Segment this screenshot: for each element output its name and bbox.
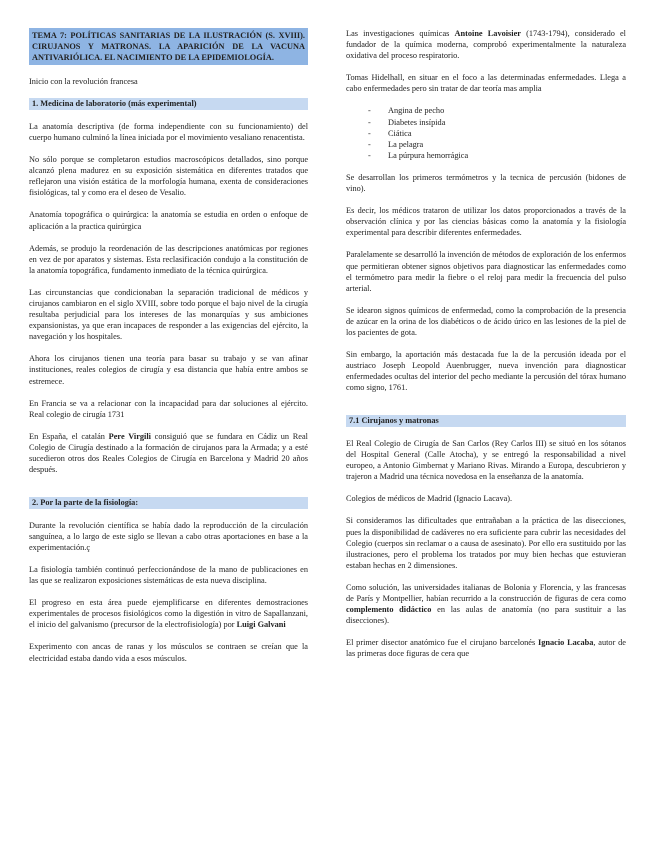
intro-line: Inicio con la revolución francesa bbox=[29, 77, 138, 87]
paragraph: En España, el catalán Pere Virgili consiguió que se fundara en Cádiz un Real Colegio de Cirugía destinado a la formación de cirujanos para la Armada; y a esté sucedieron otros dos Reales Colegios de Cirugía en Barcelona y Madrid 20 años después. bbox=[29, 431, 308, 475]
paragraph: Sin embargo, la aportación más destacada fue la de la percusión ideada por el austriaco Joseph Leopold Auenbrugger, nueva invención para diagnosticar enfermedades ocultas del interior del pecho mediante la percusión del tórax humano como signo, 1761. bbox=[346, 350, 626, 393]
list-item: - Diabetes insípida bbox=[368, 117, 626, 128]
paragraph: Ahora los cirujanos tienen una teoría para basar su trabajo y se van afinar instituciones, reales colegios de cirugía y esa distancia que había entre ambos se estremece. bbox=[29, 354, 308, 386]
list-item: - Ciática bbox=[368, 128, 626, 139]
list-item: - Angina de pecho bbox=[368, 105, 626, 116]
right-column bbox=[346, 28, 626, 670]
document-title: TEMA 7: POLÍTICAS SANITARIAS DE LA ILUSTRACIÓN (S. XVIII). CIRUJANOS Y MATRONAS. LA APARICIÓN DE LA VACUNA ANTIVARIÓLICA. EL NACIMIENTO DE LA EPIDEMIOLOGÍA. bbox=[29, 28, 308, 65]
paragraph: Como solución, las universidades italianas de Bolonia y Florencia, y las francesas de París y Montpellier, habían recurrido a la construcción de figuras de cera como complemento didáctico en las aulas de anatomía (no para sustituir a las disecciones). bbox=[346, 582, 626, 626]
section-heading-laboratorio: 1. Medicina de laboratorio (más experimental) bbox=[29, 98, 308, 110]
paragraph: Las circunstancias que condicionaban la separación tradicional de médicos y cirujanos cambiaron en el siglo XVIII, sobre todo porque el bajo nivel de la cirugía resultaba perjudicial para los intereses de las monarquías y sus ambiciones expansionistas, ya que eran incapaces de responder a las exigencias del ejército, la navegación y los hospitales. bbox=[29, 287, 308, 342]
paragraph: En Francia se va a relacionar con la incapacidad para dar soluciones al ejército. Real colegio de cirugía 1731 bbox=[29, 398, 308, 419]
paragraph: La anatomía descriptiva (de forma independiente con su funcionamiento) del cuerpo humano culminó la línea iniciada por el movimiento vesaliano renacentista. bbox=[29, 121, 308, 142]
term-emphasis: complemento didáctico bbox=[346, 605, 432, 615]
paragraph: El Real Colegio de Cirugía de San Carlos (Rey Carlos III) se situó en los sótanos del Hospital General (Calle Atocha), y se entregó la responsabilidad a nivel europeo, a Antonio Gimbernat y Mariano Rivas. Mirando a Europa, descubrieron y trajeron a Madrid una técnica novedosa en la enseñanza de la anatomía. bbox=[346, 438, 626, 482]
paragraph: No sólo porque se completaron estudios macroscópicos detallados, sino porque alcanzó plena madurez en su exposición sistemática en diferentes tratados que reflejaron una visión estática de la morfología humana, exenta de consideraciones fisiológicas, tal y como era el deseo de Vesalio. bbox=[29, 155, 308, 198]
paragraph: Experimento con ancas de ranas y los músculos se contraen se creían que la electricidad estaba dando vida a esos músculos. bbox=[29, 642, 308, 663]
paragraph: Colegios de médicos de Madrid (Ignacio Lacava). bbox=[346, 494, 513, 504]
paragraph: El primer disector anatómico fue el cirujano barcelonés Ignacio Lacaba, autor de las primeras doce figuras de cera que bbox=[346, 638, 626, 659]
list-item: - La púrpura hemorrágica bbox=[368, 150, 626, 161]
paragraph: Durante la revolución científica se había dado la reproducción de la circulación sanguínea, a lo largo de este siglo se llevan a cabo otras aportaciones en base a la experimentación.ç bbox=[29, 520, 308, 552]
paragraph: Se desarrollan los primeros termómetros y la tecnica de percusión (bidones de vino). bbox=[346, 172, 626, 194]
paragraph: Además, se produjo la reordenación de las descripciones anatómicas por regiones en vez de por aparatos y sistemas. Esta reclasificación condujo a la constitución de la anatomía topográfica, fundamento inmediato de la técnica quirúrgica. bbox=[29, 243, 308, 275]
list-item: - La pelagra bbox=[368, 139, 626, 150]
left-column bbox=[29, 28, 308, 675]
paragraph: Si consideramos las dificultades que entrañaban a la práctica de las disecciones, pues la disponibilidad de cadáveres no era suficiente para cubrir las necesidades del Colegio (cuerpos sin reclamar o a causa de asesinato). Por ello era sustituido por las ilustraciones, pero el problema los tratados por muy bien hechas que estuvieran estaban hechas en 2 dimensiones. bbox=[346, 516, 626, 570]
paragraph: La fisiología también continuó perfeccionándose de la mano de publicaciones en las que se realizaron exposiciones sistemáticas de esta nueva disciplina. bbox=[29, 565, 308, 586]
name-emphasis: Ignacio Lacaba bbox=[538, 638, 594, 648]
name-emphasis: Antoine Lavoisier bbox=[454, 29, 521, 38]
section-heading-fisiologia: 2. Por la parte de la fisiología: bbox=[29, 497, 308, 509]
disease-list bbox=[346, 105, 626, 160]
paragraph: Tomas Hidelhall, en situar en el foco a las determinadas enfermedades. Llega a cabo enfermedades pero sin tratar de dar teoría mas amplia bbox=[346, 73, 626, 94]
paragraph: Paralelamente se desarrolló la invención de métodos de exploración de los enfermos que permitieran obtener signos objetivos para diagnosticar las enfermedades como el termómetro para medir la fiebre o el reloj para medir la frecuencia del pulso arterial. bbox=[346, 250, 626, 293]
paragraph: Anatomía topográfica o quirúrgica: la anatomía se estudia en orden o enfoque de aplicación a la practica quirúrgica bbox=[29, 210, 308, 231]
name-emphasis: Pere Virgili bbox=[108, 431, 151, 441]
paragraph: Es decir, los médicos trataron de utilizar los datos proporcionados a través de la observación clínica y por las ciencias básicas como la anatomía y la fisiología experimental para describir diferentes enfermedades. bbox=[346, 206, 626, 238]
section-heading-cirujanos: 7.1 Cirujanos y matronas bbox=[346, 415, 626, 427]
paragraph: El progreso en esta área puede ejemplificarse en diferentes demostraciones experimentales de procesos fisiológicos como la digestión in vitro de Sapallanzani, el inicio del galvanismo (precursor de la electrofisiología) por Luigi Galvani bbox=[29, 598, 308, 630]
paragraph: Las investigaciones químicas Antoine Lavoisier (1743-1794), considerado el fundador de la química moderna, comprobó experimentalmente la naturaleza oxidativa del proceso respiratorio. bbox=[346, 29, 626, 61]
name-emphasis: Luigi Galvani bbox=[236, 620, 286, 630]
paragraph: Se idearon signos químicos de enfermedad, como la comprobación de la presencia de azúcar en la orina de los diabéticos o de ácido úrico en las lesiones de la piel de los pacientes de gota. bbox=[346, 305, 626, 337]
